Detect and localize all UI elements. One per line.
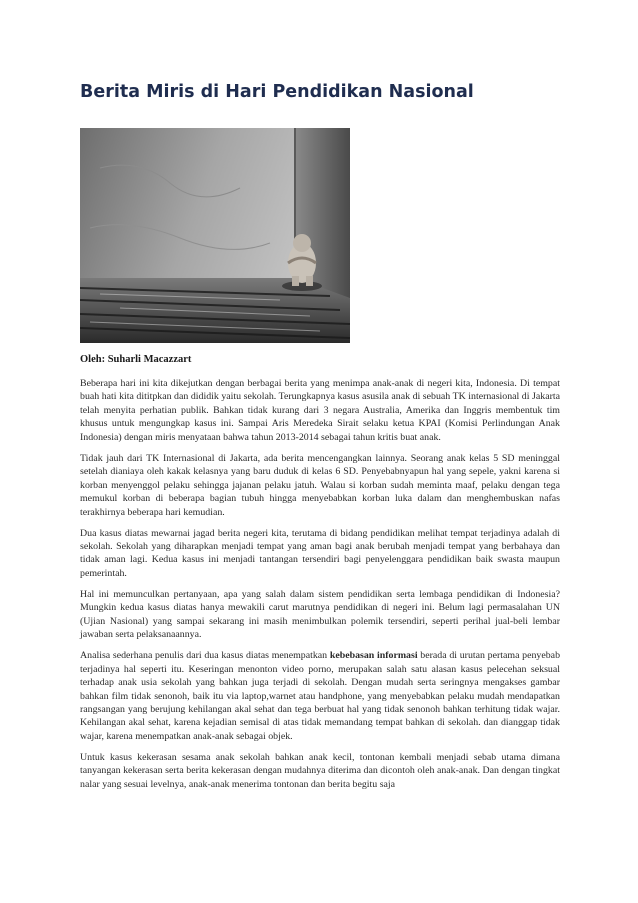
paragraph-3: Dua kasus diatas mewarnai jagad berita negeri kita, terutama di bidang pendidikan melihat tempat terjadinya adalah di sekolah. Sekolah yang diharapkan menjadi tempat yang aman bagi anak berubah menjadi tempat yang berbahaya dan tidak aman lagi. Kedua kasus ini menjadi tantangan tersendiri bagi penyelenggara pendidikan baik swasta maupun pemerintah. (80, 527, 560, 579)
paragraph-5 (80, 649, 560, 743)
bold-term: kebebasan informasi (329, 650, 418, 662)
article-author: Oleh: Suharli Macazzart (80, 354, 192, 365)
paragraph-4: Hal ini memunculkan pertanyaan, apa yang salah dalam sistem pendidikan serta lembaga pendidikan di Indonesia? Mungkin kedua kasus diatas hanya mewakili carut marutnya pendidikan di negeri ini. Belum lagi permasalahan UN (Ujian Nasional) yang sampai sekarang ini masih menimbulkan polemik tersendiri, seperti perihal jual-beli lembar jawaban serta pelaksanaannya. (80, 588, 560, 641)
child-in-corner-photo (80, 128, 350, 343)
paragraph-5-rest: berada di urutan pertama penyebab terjadinya hal seperti itu. Keseringan menonton video porno, merupakan salah satu alasan kasus pelecehan seksual terhadap anak usia sekolah yang bahkan juga terjadi di sekolah. Dengan mudah serta seringnya mengakses gambar bahkan film tidak senonoh, baik itu via laptop,warnet atau handphone, yang menyebabkan pelaku mudah mendapatkan rangsangan yang berujung kehilangan akal sehat dan tega berbuat hal yang tidak senonoh bahkan terhitung tidak wajar. Kehilangan akal sehat, karena kejadian semisal di atas tidak memandang tempat bahkan di sekolah. dan dianggap tidak wajar, karena menempatkan anak-anak sebagai objek. (80, 650, 561, 742)
paragraph-2: Tidak jauh dari TK Internasional di Jakarta, ada berita mencengangkan lainnya. Seorang anak kelas 5 SD meninggal setelah dianiaya oleh kakak kelasnya yang baru duduk di kelas 6 SD. Penyebabnyapun hal yang sepele, yakni karena si korban menyenggol pelaku sehingga jajanan pelaku jatuh. Walau si korban sudah meminta maaf, pelaku dengan tega memukul korban di beberapa bagian tubuh hingga menyebabkan korban luka dalam dan menghembuskan nafas terakhirnya beberapa hari kemudian. (80, 452, 560, 518)
paragraph-1: Beberapa hari ini kita dikejutkan dengan berbagai berita yang menimpa anak-anak di negeri kita, Indonesia. Di tempat buah hati kita dititpkan dan dididik yaitu sekolah. Terungkapnya kasus asusila anak di sebuah TK internasional di Jakarta telah menyita perhatian publik. Bahkan tidak kurang dari 3 negara Australia, Amerika dan Inggris membentuk tim khusus untuk mengungkap kasus ini. Sampai Aris Meredeka Sirait selaku ketua KPAI (Komisi Perlindungan Anak Indonesia) dengan miris menyataan bahwa tahun 2013-2014 sebagai tahun kritis buat anak. (80, 378, 560, 443)
article-body (80, 377, 560, 799)
article-title: Berita Miris di Hari Pendidikan Nasional (80, 82, 474, 102)
article-photo (80, 128, 350, 343)
paragraph-6: Untuk kasus kekerasan sesama anak sekolah bahkan anak kecil, tontonan kembali menjadi sebab utama dimana tanyangan kekerasan serta berita kekerasan dengan mudahnya diterima dan dicontoh oleh anak-anak. Dan dengan tingkat nalar yang sesuai levelnya, anak-anak menerima tontonan dan berita begitu saja (80, 751, 560, 790)
paragraph-5-start: Analisa sederhana penulis dari dua kasus diatas menempatkan (80, 650, 330, 662)
